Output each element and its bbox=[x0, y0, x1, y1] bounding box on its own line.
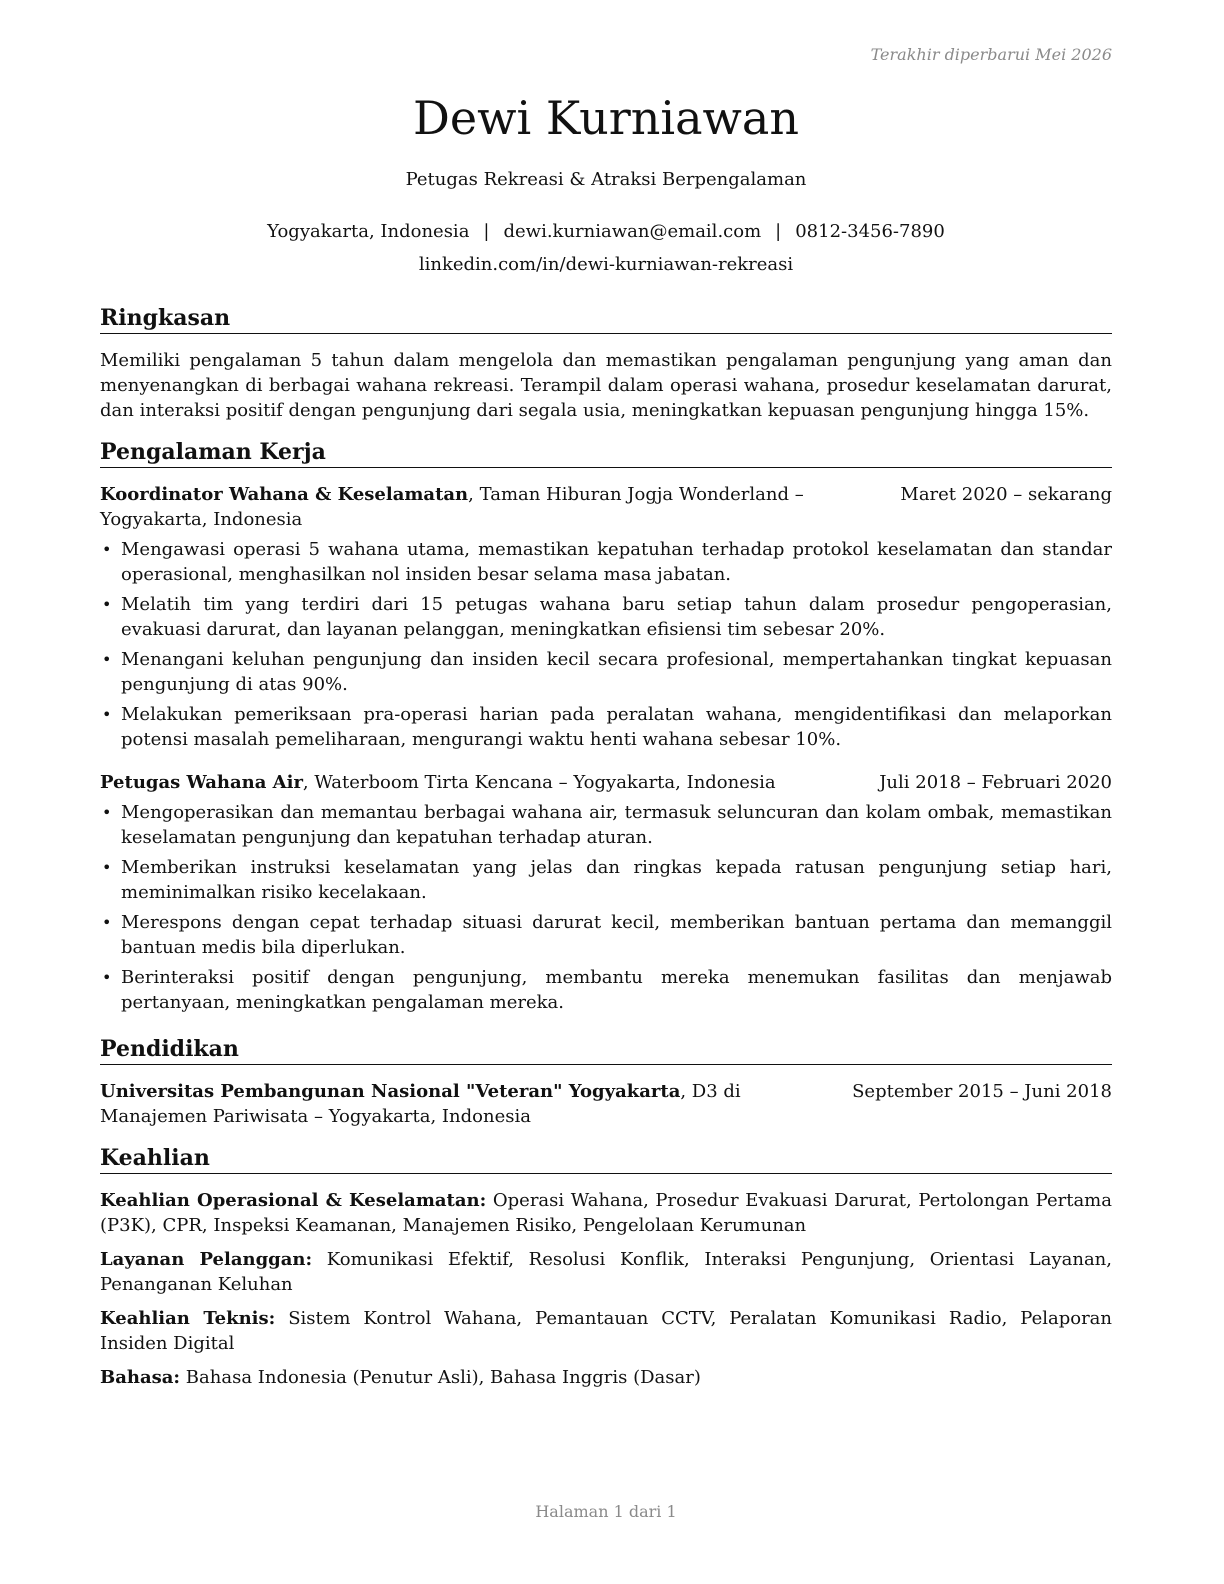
job-entry bbox=[100, 482, 1112, 752]
bullet-marker: • bbox=[102, 540, 112, 559]
job-employer: , Taman Hiburan Jogja Wonderland – Yogyakarta, Indonesia bbox=[100, 484, 804, 530]
section-title: Keahlian bbox=[100, 1143, 1112, 1174]
skills-section bbox=[100, 1143, 1112, 1399]
list-item: • Memberikan instruksi keselamatan yang jelas dan ringkas kepada ratusan pengunjung setiap hari, meminimalkan risiko kecelakaan. bbox=[102, 857, 1112, 903]
skill-group bbox=[100, 1188, 1112, 1238]
job-bullets bbox=[100, 537, 1112, 752]
skill-group bbox=[100, 1306, 1112, 1356]
candidate-headline: Petugas Rekreasi & Atraksi Berpengalaman bbox=[405, 169, 807, 190]
location-text: Yogyakarta, Indonesia bbox=[267, 221, 470, 242]
list-item: • Merespons dengan cepat terhadap situasi darurat kecil, memberikan bantuan pertama dan memanggil bantuan medis bila diperlukan. bbox=[102, 912, 1112, 958]
contact-separator: | bbox=[775, 221, 782, 242]
job-role: Koordinator Wahana & Keselamatan bbox=[100, 484, 469, 505]
contact-line bbox=[100, 220, 1112, 244]
job-bullets bbox=[100, 800, 1112, 1015]
skill-values: Sistem Kontrol Wahana, Pemantauan CCTV, Peralatan Komunikasi Radio, Pelaporan Insiden Digital bbox=[100, 1308, 1112, 1354]
bullet-marker: • bbox=[102, 968, 112, 987]
education-entry bbox=[100, 1079, 1112, 1129]
skill-label: Bahasa: bbox=[100, 1367, 181, 1388]
skill-label: Keahlian Teknis: bbox=[100, 1308, 276, 1329]
skill-values: Operasi Wahana, Prosedur Evakuasi Darurat, Pertolongan Pertama (P3K), CPR, Inspeksi Keamanan, Manajemen Risiko, Pengelolaan Kerumunan bbox=[100, 1190, 1112, 1236]
resume-page bbox=[100, 0, 1112, 1584]
job-entry bbox=[100, 770, 1112, 1015]
list-item: • Menangani keluhan pengunjung dan insiden kecil secara profesional, mempertahankan tingkat kepuasan pengunjung di atas 90%. bbox=[102, 649, 1112, 695]
bullet-marker: • bbox=[102, 913, 112, 932]
section-title: Pengalaman Kerja bbox=[100, 437, 1112, 468]
experience-section bbox=[100, 437, 1112, 1020]
contact-separator: | bbox=[483, 221, 490, 242]
linkedin-link[interactable]: linkedin.com/in/dewi-kurniawan-rekreasi bbox=[418, 254, 794, 275]
education-line bbox=[100, 1079, 852, 1129]
section-title: Ringkasan bbox=[100, 303, 1112, 334]
bullet-marker: • bbox=[102, 650, 112, 669]
education-dates: September 2015 – Juni 2018 bbox=[852, 1081, 1112, 1102]
bullet-marker: • bbox=[102, 858, 112, 877]
job-header bbox=[100, 770, 1112, 795]
education-section bbox=[100, 1034, 1112, 1129]
email-link[interactable]: dewi.kurniawan@email.com bbox=[503, 221, 762, 242]
phone-text: 0812-3456-7890 bbox=[795, 221, 945, 242]
skill-group bbox=[100, 1247, 1112, 1297]
bullet-marker: • bbox=[102, 595, 112, 614]
list-item: • Berinteraksi positif dengan pengunjung, membantu mereka menemukan fasilitas dan menjawab pertanyaan, meningkatkan pengalaman mereka. bbox=[102, 967, 1112, 1013]
skill-values: Bahasa Indonesia (Penutur Asli), Bahasa Inggris (Dasar) bbox=[180, 1367, 701, 1388]
list-item: • Mengoperasikan dan memantau berbagai wahana air, termasuk seluncuran dan kolam ombak, memastikan keselamatan pengunjung dan kepatuhan terhadap aturan. bbox=[102, 802, 1112, 848]
candidate-name: Dewi Kurniawan bbox=[413, 91, 799, 145]
skill-group bbox=[100, 1365, 1112, 1390]
section-title: Pendidikan bbox=[100, 1034, 1112, 1065]
job-employer: , Waterboom Tirta Kencana – Yogyakarta, Indonesia bbox=[302, 772, 776, 793]
list-item: • Mengawasi operasi 5 wahana utama, memastikan kepatuhan terhadap protokol keselamatan dan standar operasional, menghasilkan nol insiden besar selama masa jabatan. bbox=[102, 539, 1112, 585]
summary-section bbox=[100, 303, 1112, 423]
job-title-line bbox=[100, 770, 776, 795]
skill-values: Komunikasi Efektif, Resolusi Konflik, Interaksi Pengunjung, Orientasi Layanan, Penanganan Keluhan bbox=[100, 1249, 1112, 1295]
bullet-marker: • bbox=[102, 705, 112, 724]
page-number: Halaman 1 dari 1 bbox=[535, 1502, 677, 1521]
job-dates: Maret 2020 – sekarang bbox=[900, 484, 1112, 505]
list-item: • Melakukan pemeriksaan pra-operasi harian pada peralatan wahana, mengidentifikasi dan melaporkan potensi masalah pemeliharaan, mengurangi waktu henti wahana sebesar 10%. bbox=[102, 704, 1112, 750]
list-item: • Melatih tim yang terdiri dari 15 petugas wahana baru setiap tahun dalam prosedur pengoperasian, evakuasi darurat, dan layanan pelanggan, meningkatkan efisiensi tim sebesar 20%. bbox=[102, 594, 1112, 640]
last-updated-note: Terakhir diperbarui Mei 2026 bbox=[870, 45, 1112, 64]
skill-label: Keahlian Operasional & Keselamatan: bbox=[100, 1190, 487, 1211]
degree-text: , D3 di Manajemen Pariwisata – Yogyakarta, Indonesia bbox=[100, 1081, 741, 1127]
job-role: Petugas Wahana Air bbox=[100, 772, 303, 793]
job-header bbox=[100, 482, 1112, 532]
summary-text: Memiliki pengalaman 5 tahun dalam mengelola dan memastikan pengalaman pengunjung yang aman dan menyenangkan di berbagai wahana rekreasi. Terampil dalam operasi wahana, prosedur keselamatan darurat, dan interaksi positif dengan pengunjung dari segala usia, meningkatkan kepuasan pengunjung hingga 15%. bbox=[100, 350, 1112, 421]
bullet-marker: • bbox=[102, 803, 112, 822]
job-dates: Juli 2018 – Februari 2020 bbox=[879, 772, 1112, 793]
skill-label: Layanan Pelanggan: bbox=[100, 1249, 313, 1270]
skills-list bbox=[100, 1188, 1112, 1390]
school-name: Universitas Pembangunan Nasional "Veteran" Yogyakarta bbox=[100, 1081, 681, 1102]
job-title-line bbox=[100, 482, 890, 532]
